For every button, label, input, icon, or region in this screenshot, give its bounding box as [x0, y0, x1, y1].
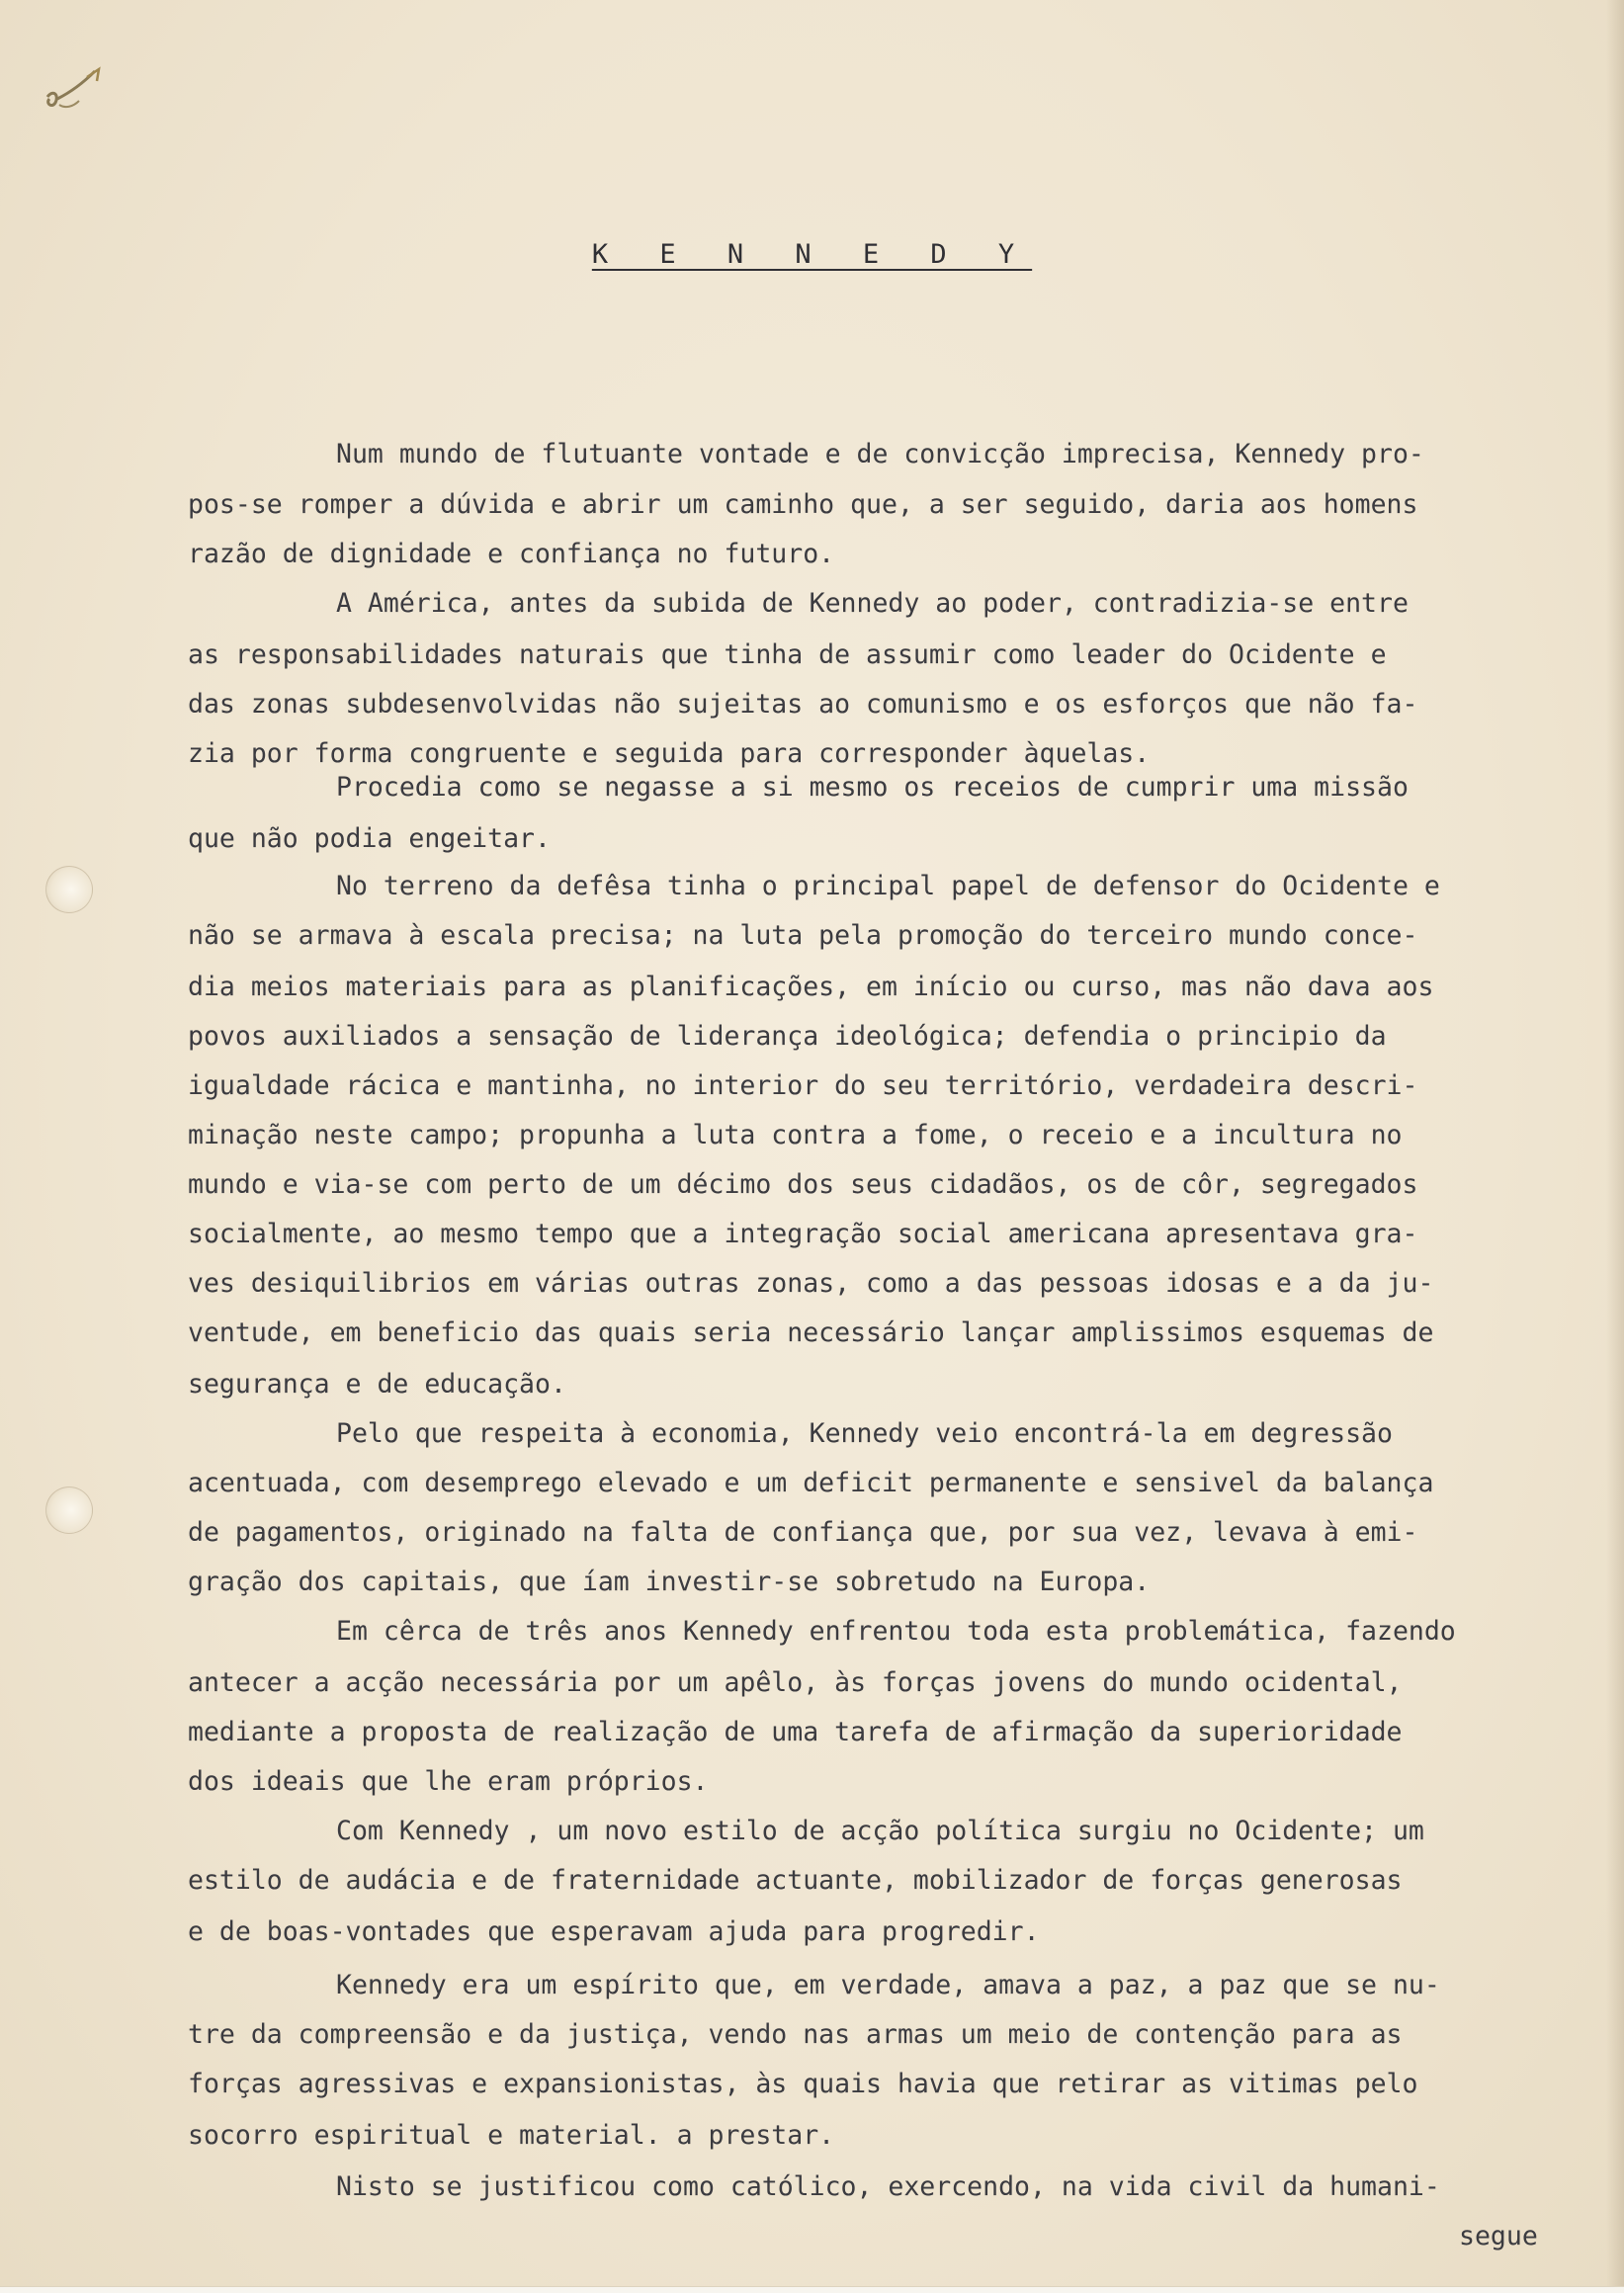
text-line: antecer a acção necessária por um apêlo, às forças jovens do mundo ocidental, — [188, 1667, 1403, 1698]
text-line: No terreno da defêsa tinha o principal papel de defensor do Ocidente e — [336, 871, 1440, 901]
text-line: acentuada, com desemprego elevado e um deficit permanente e sensivel da balança — [188, 1468, 1434, 1498]
text-line: dia meios materiais para as planificações, em início ou curso, mas não dava aos — [188, 972, 1434, 1002]
text-line: socorro espiritual e material. a prestar. — [188, 2120, 835, 2151]
text-line: Kennedy era um espírito que, em verdade, amava a paz, a paz que se nu- — [336, 1970, 1440, 2000]
text-line: segurança e de educação. — [188, 1369, 566, 1400]
text-line: gração dos capitais, que íam investir-se sobretudo na Europa. — [188, 1567, 1151, 1597]
text-line: minação neste campo; propunha a luta contra a fome, o receio e a incultura no — [188, 1120, 1403, 1150]
text-line: A América, antes da subida de Kennedy ao poder, contradizia-se entre — [336, 588, 1409, 619]
punch-hole — [45, 1486, 93, 1534]
page-edge-shadow — [1606, 0, 1624, 2293]
text-line: Pelo que respeita à economia, Kennedy veio encontrá-la em degressão — [336, 1418, 1393, 1449]
continuation-note: segue — [1459, 2221, 1538, 2251]
text-line: mundo e via-se com perto de um décimo dos seus cidadãos, os de côr, segregados — [188, 1169, 1418, 1200]
text-line: Em cêrca de três anos Kennedy enfrentou toda esta problemática, fazendo — [336, 1616, 1456, 1647]
text-line: que não podia engeitar. — [188, 823, 551, 854]
text-line: povos auxiliados a sensação de liderança ideológica; defendia o principio da — [188, 1021, 1387, 1052]
text-line: tre da compreensão e da justiça, vendo nas armas um meio de contenção para as — [188, 2019, 1403, 2050]
text-line: igualdade rácica e mantinha, no interior do seu território, verdadeira descri- — [188, 1070, 1418, 1101]
page-bottom-edge — [0, 2286, 1624, 2293]
text-line: ves desiquilibrios em várias outras zonas, como a das pessoas idosas e a da ju- — [188, 1268, 1434, 1299]
text-line: dos ideais que lhe eram próprios. — [188, 1766, 709, 1797]
document-title: K E N N E D Y — [591, 239, 1033, 270]
ink-mark-icon — [40, 59, 119, 128]
text-line: ventude, em beneficio das quais seria necessário lançar amplissimos esquemas de — [188, 1317, 1434, 1348]
text-line: socialmente, ao mesmo tempo que a integração social americana apresentava gra- — [188, 1219, 1418, 1249]
text-line: as responsabilidades naturais que tinha de assumir como leader do Ocidente e — [188, 639, 1387, 670]
text-line: Procedia como se negasse a si mesmo os receios de cumprir uma missão — [336, 772, 1409, 803]
text-line: pos-se romper a dúvida e abrir um caminho que, a ser seguido, daria aos homens — [188, 489, 1418, 520]
text-line: Num mundo de flutuante vontade e de convicção imprecisa, Kennedy pro- — [336, 439, 1424, 469]
text-line: forças agressivas e expansionistas, às quais havia que retirar as vitimas pelo — [188, 2069, 1418, 2099]
text-line: razão de dignidade e confiança no futuro. — [188, 539, 835, 569]
text-line: não se armava à escala precisa; na luta pela promoção do terceiro mundo conce- — [188, 920, 1418, 951]
text-line: das zonas subdesenvolvidas não sujeitas ao comunismo e os esforços que não fa- — [188, 689, 1418, 720]
text-line: estilo de audácia e de fraternidade actuante, mobilizador de forças generosas — [188, 1865, 1403, 1896]
text-line: Com Kennedy , um novo estilo de acção política surgiu no Ocidente; um — [336, 1816, 1424, 1846]
text-line: mediante a proposta de realização de uma tarefa de afirmação da superioridade — [188, 1717, 1403, 1747]
text-line: e de boas-vontades que esperavam ajuda para progredir. — [188, 1916, 1040, 1947]
text-line: zia por forma congruente e seguida para corresponder àquelas. — [188, 738, 1151, 769]
text-line: de pagamentos, originado na falta de confiança que, por sua vez, levava à emi- — [188, 1517, 1418, 1548]
punch-hole — [45, 866, 93, 913]
text-line: Nisto se justificou como católico, exercendo, na vida civil da humani- — [336, 2171, 1440, 2202]
